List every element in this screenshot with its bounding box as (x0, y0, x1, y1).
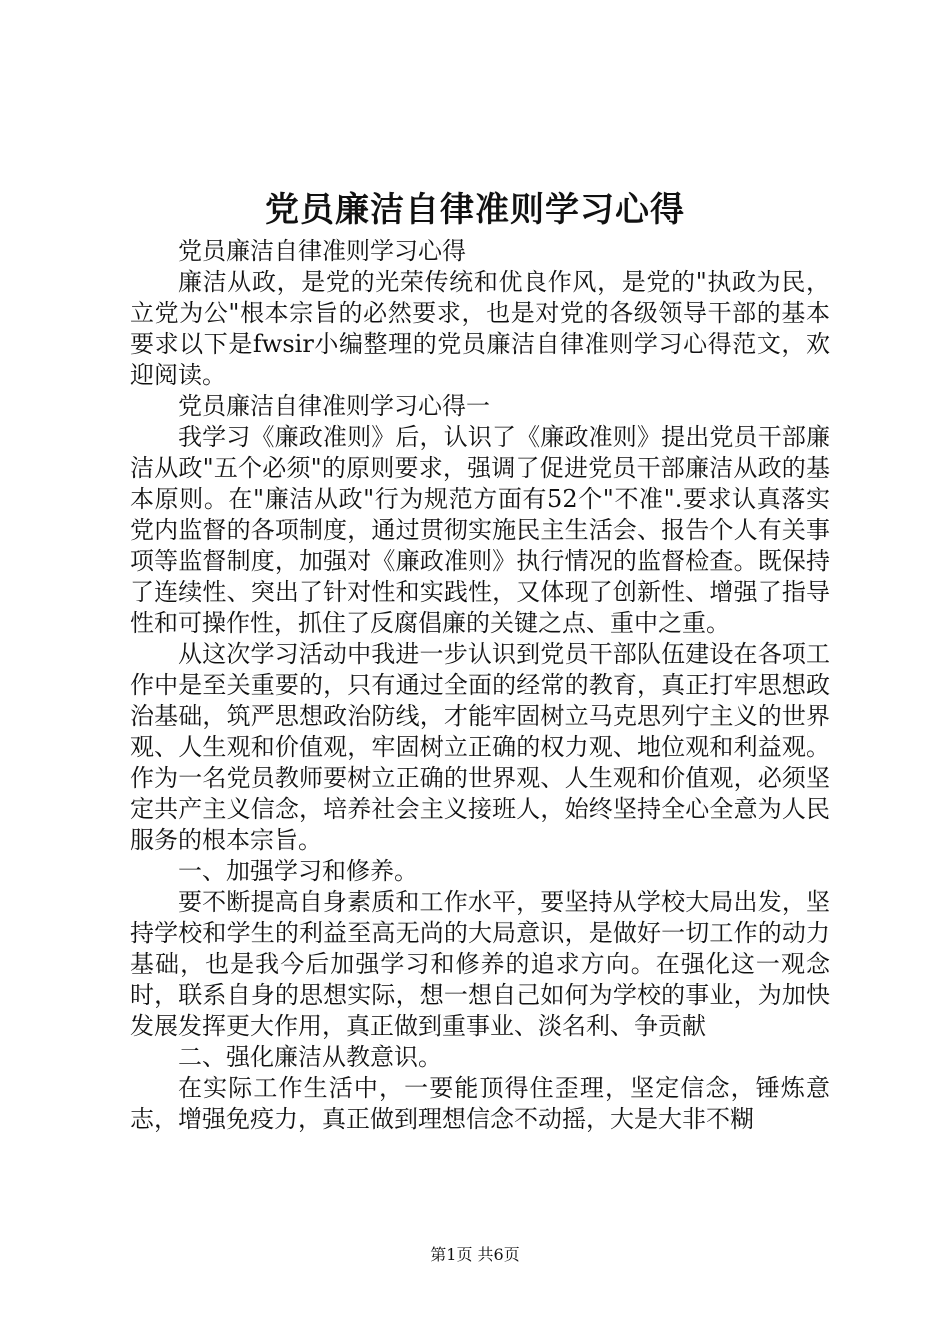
paragraph: 党员廉洁自律准则学习心得一 (178, 392, 490, 420)
paragraph: 要不断提高自身素质和工作水平，要坚持从学校大局出发，坚持学校和学生的利益至高无尚的大局意识，是做好一切工作的动力基础，也是我今后加强学习和修养的追求方向。在强化这一观念时，联系自身的思想实际，想一想自己如何为学校的事业，为加快发展发挥更大作用，真正做到重事业、淡名利、争贡献 (130, 888, 830, 1040)
page-footer: 第1页 共6页 (430, 1245, 520, 1264)
paragraph: 二、强化廉洁从教意识。 (178, 1043, 442, 1071)
paragraph: 从这次学习活动中我进一步认识到党员干部队伍建设在各项工作中是至关重要的，只有通过全面的经常的教育，真正打牢思想政治基础，筑严思想政治防线，才能牢固树立马克思列宁主义的世界观、人生观和价值观，牢固树立正确的权力观、地位观和利益观。作为一名党员教师要树立正确的世界观、人生观和价值观，必须坚定共产主义信念，培养社会主义接班人，始终坚持全心全意为人民服务的根本宗旨。 (130, 640, 830, 854)
document-body (130, 236, 830, 1135)
document-title: 党员廉洁自律准则学习心得 (265, 190, 685, 230)
paragraph: 在实际工作生活中，一要能顶得住歪理，坚定信念，锤炼意志，增强免疫力，真正做到理想信念不动摇，大是大非不糊 (130, 1074, 830, 1133)
paragraph: 党员廉洁自律准则学习心得 (178, 237, 466, 265)
paragraph: 我学习《廉政准则》后，认识了《廉政准则》提出党员干部廉洁从政"五个必须"的原则要求，强调了促进党员干部廉洁从政的基本原则。在"廉洁从政"行为规范方面有52个"不准".要求认真落实党内监督的各项制度，通过贯彻实施民主生活会、报告个人有关事项等监督制度，加强对《廉政准则》执行情况的监督检查。既保持了连续性、突出了针对性和实践性，又体现了创新性、增强了指导性和可操作性，抓住了反腐倡廉的关键之点、重中之重。 (130, 423, 830, 637)
paragraph: 一、加强学习和修养。 (178, 857, 418, 885)
paragraph: 廉洁从政，是党的光荣传统和优良作风，是党的"执政为民，立党为公"根本宗旨的必然要求，也是对党的各级领导干部的基本要求以下是fwsir小编整理的党员廉洁自律准则学习心得范文，欢迎阅读。 (130, 268, 830, 389)
